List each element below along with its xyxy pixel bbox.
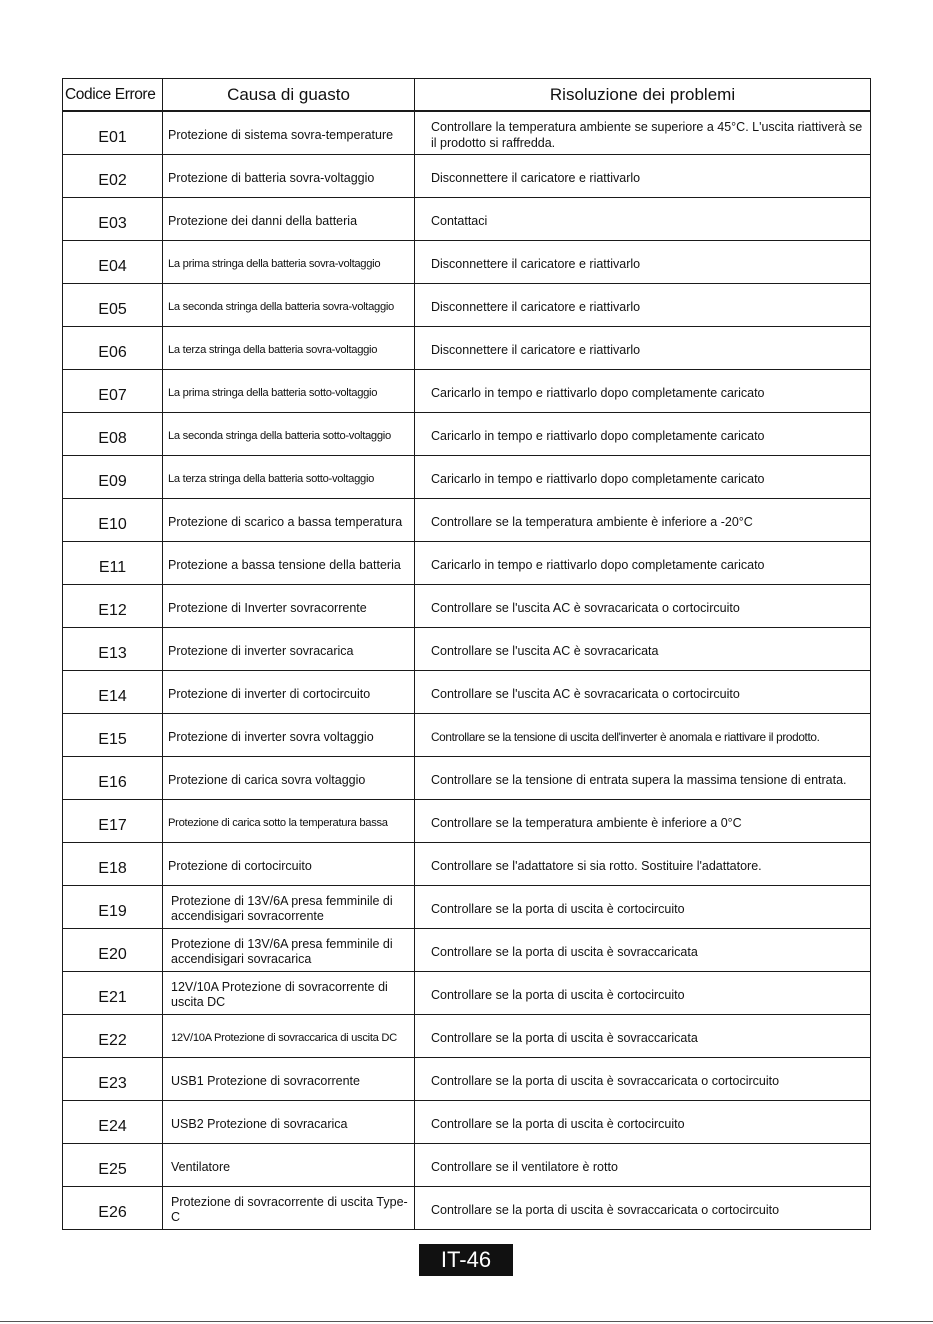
header-solution: Risoluzione dei problemi — [415, 79, 871, 112]
cause-text: Protezione di Inverter sovracorrente — [168, 600, 367, 615]
solution-text: Disconnettere il caricatore e riattivarlo — [431, 257, 641, 271]
cause-cell — [163, 1101, 415, 1144]
cause-cell — [163, 1058, 415, 1101]
error-code-cell — [63, 1144, 163, 1187]
table-row — [63, 1144, 871, 1187]
error-code-cell — [63, 456, 163, 499]
error-code-cell — [63, 413, 163, 456]
error-code: E26 — [98, 1204, 127, 1221]
solution-text: Controllare se l'uscita AC è sovracaricata o cortocircuito — [431, 687, 740, 701]
error-code: E25 — [98, 1161, 127, 1178]
solution-text: Controllare se la porta di uscita è cortocircuito — [431, 988, 685, 1002]
cause-cell — [163, 843, 415, 886]
solution-text: Controllare la temperatura ambiente se superiore a 45°C. L'uscita riattiverà se il prodotto si raffredda. — [431, 120, 863, 150]
solution-cell — [415, 413, 871, 456]
error-code-cell — [63, 886, 163, 929]
cause-text: Protezione di inverter sovracarica — [168, 643, 354, 658]
error-code: E09 — [98, 473, 127, 490]
cause-cell — [163, 241, 415, 284]
header-cause: Causa di guasto — [163, 79, 415, 112]
solution-cell — [415, 886, 871, 929]
cause-text: La prima stringa della batteria sovra-voltaggio — [168, 257, 381, 270]
error-code: E07 — [98, 387, 127, 404]
solution-cell — [415, 628, 871, 671]
error-code: E20 — [98, 946, 127, 963]
cause-cell — [163, 585, 415, 628]
error-code: E05 — [98, 301, 127, 318]
table-row — [63, 542, 871, 585]
table-row — [63, 413, 871, 456]
cause-text: Protezione di scarico a bassa temperatura — [168, 514, 403, 529]
solution-cell — [415, 714, 871, 757]
solution-cell — [415, 327, 871, 370]
solution-cell — [415, 1187, 871, 1230]
error-code: E06 — [98, 344, 127, 361]
solution-cell — [415, 1058, 871, 1101]
solution-text: Controllare se la porta di uscita è cortocircuito — [431, 902, 685, 916]
error-code: E11 — [98, 559, 127, 576]
solution-text: Controllare se la temperatura ambiente è inferiore a -20°C — [431, 515, 753, 529]
error-code: E17 — [98, 817, 127, 834]
cause-cell — [163, 413, 415, 456]
solution-cell — [415, 456, 871, 499]
table-row — [63, 886, 871, 929]
cause-cell — [163, 671, 415, 714]
cause-cell — [163, 929, 415, 972]
error-code: E14 — [98, 688, 127, 705]
table-row — [63, 198, 871, 241]
table-row — [63, 800, 871, 843]
cause-text: 12V/10A Protezione di sovraccarica di uscita DC — [171, 1031, 397, 1044]
table-body — [63, 111, 871, 1230]
solution-cell — [415, 370, 871, 413]
error-code-cell — [63, 241, 163, 284]
error-code: E21 — [98, 989, 127, 1006]
solution-cell — [415, 1144, 871, 1187]
cause-cell — [163, 972, 415, 1015]
error-code: E04 — [98, 258, 127, 275]
cause-cell — [163, 1187, 415, 1230]
error-code: E15 — [98, 731, 127, 748]
table-row — [63, 585, 871, 628]
solution-cell — [415, 499, 871, 542]
solution-cell — [415, 757, 871, 800]
error-code-cell — [63, 714, 163, 757]
error-code-cell — [63, 284, 163, 327]
solution-cell — [415, 1015, 871, 1058]
error-code-cell — [63, 327, 163, 370]
page-number-badge: IT-46 — [419, 1244, 513, 1276]
solution-cell — [415, 241, 871, 284]
error-code-cell — [63, 1187, 163, 1230]
table-row — [63, 370, 871, 413]
solution-text: Controllare se la porta di uscita è cortocircuito — [431, 1117, 685, 1131]
cause-cell — [163, 1144, 415, 1187]
cause-text: Ventilatore — [171, 1159, 231, 1174]
solution-cell — [415, 800, 871, 843]
cause-cell — [163, 370, 415, 413]
cause-cell — [163, 456, 415, 499]
table-row — [63, 929, 871, 972]
error-code-cell — [63, 198, 163, 241]
cause-text: La terza stringa della batteria sovra-voltaggio — [168, 343, 378, 356]
error-code-cell — [63, 843, 163, 886]
cause-cell — [163, 284, 415, 327]
error-code-cell — [63, 1101, 163, 1144]
solution-text: Caricarlo in tempo e riattivarlo dopo completamente caricato — [431, 386, 765, 400]
solution-text: Controllare se la porta di uscita è sovraccaricata o cortocircuito — [431, 1074, 780, 1088]
table-row — [63, 155, 871, 198]
solution-cell — [415, 929, 871, 972]
table-row — [63, 843, 871, 886]
cause-text: Protezione di carica sotto la temperatura bassa — [168, 816, 388, 829]
cause-text: Protezione a bassa tensione della batteria — [168, 557, 401, 572]
solution-cell — [415, 198, 871, 241]
bottom-divider — [0, 1321, 933, 1322]
error-code-cell — [63, 585, 163, 628]
header-row — [63, 79, 871, 112]
solution-text: Caricarlo in tempo e riattivarlo dopo completamente caricato — [431, 472, 765, 486]
cause-text: Protezione dei danni della batteria — [168, 213, 358, 228]
error-code: E18 — [98, 860, 127, 877]
cause-cell — [163, 1015, 415, 1058]
table-row — [63, 972, 871, 1015]
cause-text: La terza stringa della batteria sotto-voltaggio — [168, 472, 375, 485]
solution-text: Disconnettere il caricatore e riattivarlo — [431, 171, 641, 185]
error-code-cell — [63, 499, 163, 542]
error-code-cell — [63, 929, 163, 972]
solution-text: Controllare se la tensione di entrata supera la massima tensione di entrata. — [431, 773, 847, 787]
error-code-cell — [63, 155, 163, 198]
cause-cell — [163, 628, 415, 671]
cause-cell — [163, 499, 415, 542]
error-code: E02 — [98, 172, 127, 189]
table-row — [63, 327, 871, 370]
solution-cell — [415, 284, 871, 327]
cause-text: USB2 Protezione di sovracarica — [171, 1116, 348, 1131]
error-code: E08 — [98, 430, 127, 447]
cause-text: Protezione di inverter di cortocircuito — [168, 686, 371, 701]
solution-text: Controllare se l'uscita AC è sovracaricata — [431, 644, 659, 658]
error-code-cell — [63, 370, 163, 413]
solution-text: Controllare se la porta di uscita è sovraccaricata — [431, 945, 698, 959]
table-row — [63, 757, 871, 800]
cause-cell — [163, 542, 415, 585]
solution-text: Controllare se la temperatura ambiente è inferiore a 0°C — [431, 816, 742, 830]
cause-cell — [163, 155, 415, 198]
cause-cell — [163, 757, 415, 800]
table-row — [63, 456, 871, 499]
error-code: E19 — [98, 903, 127, 920]
table-row — [63, 714, 871, 757]
solution-text: Contattaci — [431, 214, 488, 228]
table-row — [63, 1015, 871, 1058]
error-code-cell — [63, 757, 163, 800]
solution-cell — [415, 671, 871, 714]
error-code: E16 — [98, 774, 127, 791]
solution-text: Controllare se la porta di uscita è sovraccaricata o cortocircuito — [431, 1203, 780, 1217]
solution-cell — [415, 111, 871, 155]
error-code: E13 — [98, 645, 127, 662]
error-code: E10 — [98, 516, 127, 533]
error-code-cell — [63, 800, 163, 843]
solution-text: Controllare se il ventilatore è rotto — [431, 1160, 618, 1174]
error-code-cell — [63, 972, 163, 1015]
cause-text: Protezione di cortocircuito — [168, 858, 312, 873]
error-code-cell — [63, 671, 163, 714]
solution-cell — [415, 843, 871, 886]
error-code: E12 — [98, 602, 127, 619]
cause-text: La seconda stringa della batteria sovra-voltaggio — [168, 300, 394, 313]
solution-cell — [415, 155, 871, 198]
error-code-cell — [63, 1058, 163, 1101]
cause-cell — [163, 327, 415, 370]
cause-cell — [163, 198, 415, 241]
cause-text: Protezione di 13V/6A presa femminile di accendisigari sovracorrente — [171, 894, 393, 923]
error-code: E23 — [98, 1075, 127, 1092]
cause-text: USB1 Protezione di sovracorrente — [171, 1073, 360, 1088]
solution-text: Disconnettere il caricatore e riattivarlo — [431, 300, 641, 314]
solution-text: Controllare se la porta di uscita è sovraccaricata — [431, 1031, 698, 1045]
solution-cell — [415, 585, 871, 628]
table-row — [63, 628, 871, 671]
cause-cell — [163, 800, 415, 843]
cause-text: Protezione di sistema sovra-temperature — [168, 127, 394, 142]
solution-text: Controllare se la tensione di uscita dell'inverter è anomala e riattivare il prodotto. — [431, 730, 820, 744]
cause-text: Protezione di sovracorrente di uscita Type-C — [171, 1195, 408, 1224]
error-code-cell — [63, 542, 163, 585]
cause-cell — [163, 111, 415, 155]
cause-text: La prima stringa della batteria sotto-voltaggio — [168, 386, 378, 399]
error-code: E22 — [98, 1032, 127, 1049]
header-error-code: Codice Errore — [63, 79, 163, 112]
table-row — [63, 1058, 871, 1101]
cause-text: 12V/10A Protezione di sovracorrente di uscita DC — [171, 980, 388, 1009]
error-code-cell — [63, 111, 163, 155]
table-row — [63, 241, 871, 284]
solution-text: Disconnettere il caricatore e riattivarlo — [431, 343, 641, 357]
table-row — [63, 1101, 871, 1144]
error-code-cell — [63, 628, 163, 671]
cause-text: La seconda stringa della batteria sotto-voltaggio — [168, 429, 391, 442]
error-code: E03 — [98, 215, 127, 232]
solution-cell — [415, 972, 871, 1015]
table-row — [63, 111, 871, 155]
error-code: E01 — [98, 129, 127, 146]
solution-cell — [415, 1101, 871, 1144]
cause-cell — [163, 714, 415, 757]
solution-text: Controllare se l'adattatore si sia rotto. Sostituire l'adattatore. — [431, 859, 762, 873]
error-code-table — [62, 78, 871, 1230]
cause-text: Protezione di batteria sovra-voltaggio — [168, 170, 375, 185]
table-row — [63, 671, 871, 714]
table-header — [63, 79, 871, 112]
cause-text: Protezione di inverter sovra voltaggio — [168, 729, 374, 744]
cause-text: Protezione di 13V/6A presa femminile di accendisigari sovracarica — [171, 937, 393, 966]
table-row — [63, 499, 871, 542]
solution-text: Controllare se l'uscita AC è sovracaricata o cortocircuito — [431, 601, 740, 615]
cause-text: Protezione di carica sovra voltaggio — [168, 772, 366, 787]
table-row — [63, 284, 871, 327]
cause-cell — [163, 886, 415, 929]
table-row — [63, 1187, 871, 1230]
solution-text: Caricarlo in tempo e riattivarlo dopo completamente caricato — [431, 558, 765, 572]
solution-cell — [415, 542, 871, 585]
error-code: E24 — [98, 1118, 127, 1135]
solution-text: Caricarlo in tempo e riattivarlo dopo completamente caricato — [431, 429, 765, 443]
error-code-cell — [63, 1015, 163, 1058]
